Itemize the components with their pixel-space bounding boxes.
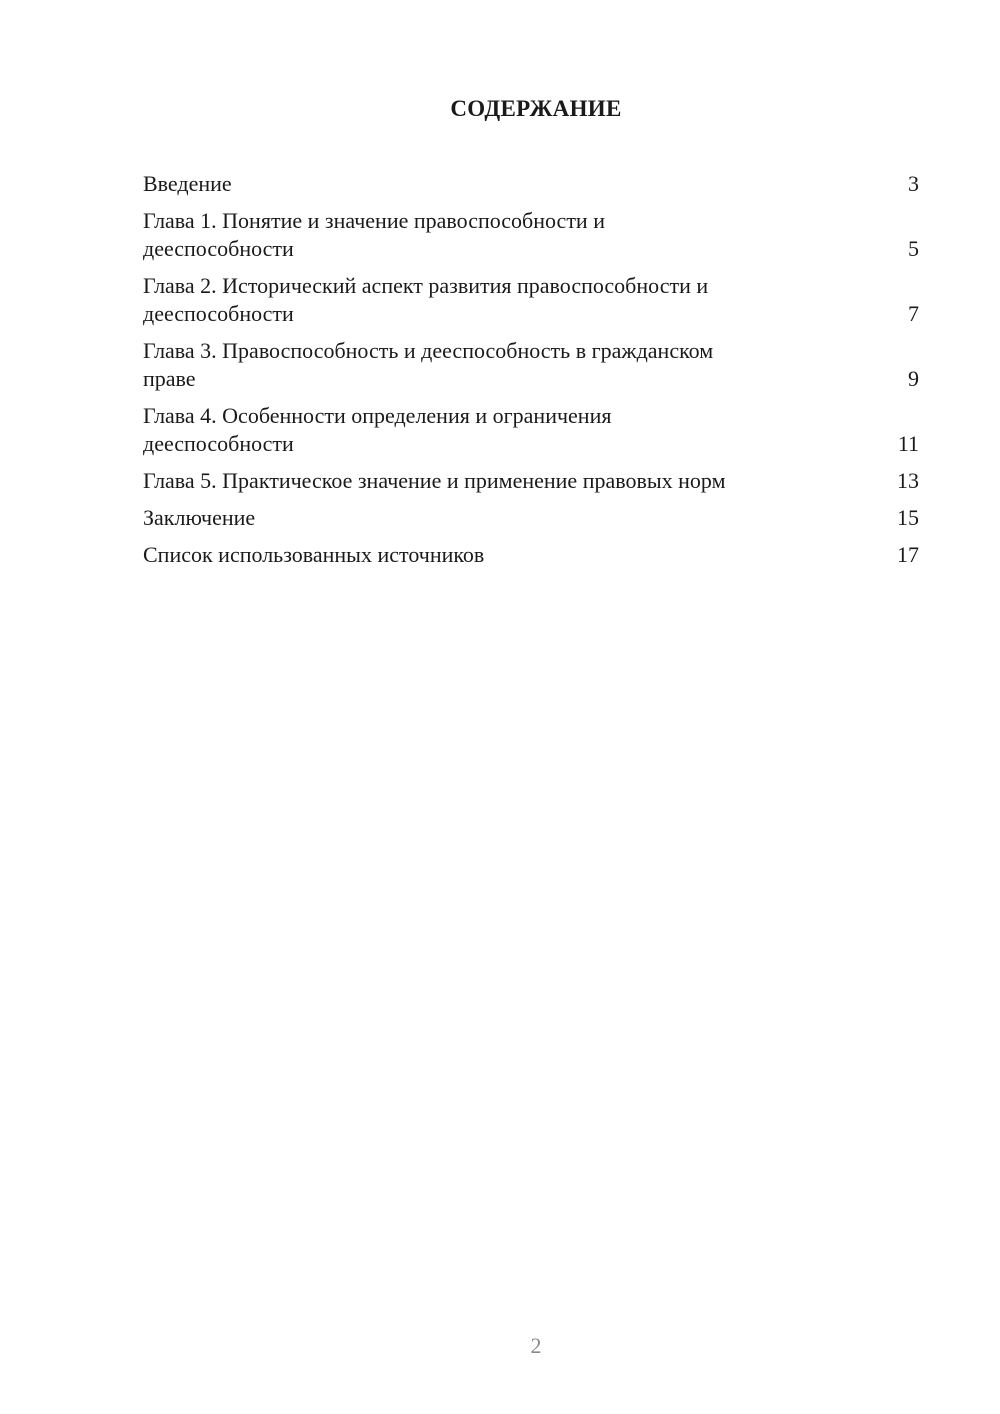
toc-entry-page: 13 — [897, 468, 919, 493]
toc-heading: СОДЕРЖАНИЕ — [450, 96, 622, 121]
toc-entry-text: Глава 3. Правоспособность и дееспособность в гражданском праве — [143, 338, 714, 391]
toc-entry-introduction — [143, 170, 919, 198]
toc-entry-text: Заключение — [143, 505, 256, 530]
page-number: 2 — [530, 1333, 542, 1358]
toc-entry-text: Глава 5. Практическое значение и применение правовых норм — [143, 468, 726, 493]
toc-entry-references — [143, 541, 919, 569]
toc-entry-page: 11 — [897, 431, 919, 456]
toc-entry-page: 15 — [897, 505, 919, 530]
toc-entry-text: Глава 4. Особенности определения и ограничения дееспособности — [143, 403, 612, 456]
toc-entry-conclusion — [143, 504, 919, 532]
toc-entry-text: Введение — [143, 171, 232, 196]
toc-entry-text: Список использованных источников — [143, 542, 485, 567]
toc-entry-page: 7 — [908, 301, 919, 326]
toc-entry-page: 17 — [897, 542, 919, 567]
toc-entry-chapter-5 — [143, 467, 919, 495]
toc-entry-chapter-3 — [143, 337, 919, 393]
table-of-contents — [143, 170, 919, 578]
toc-entry-page: 5 — [908, 236, 919, 261]
toc-entry-text: Глава 2. Исторический аспект развития правоспособности и дееспособности — [143, 273, 709, 326]
toc-entry-page: 3 — [908, 171, 919, 196]
toc-entry-chapter-2 — [143, 272, 919, 328]
toc-entry-page: 9 — [908, 366, 919, 391]
toc-entry-text: Глава 1. Понятие и значение правоспособности и дееспособности — [143, 208, 605, 261]
toc-entry-chapter-4 — [143, 402, 919, 458]
toc-entry-chapter-1 — [143, 207, 919, 263]
